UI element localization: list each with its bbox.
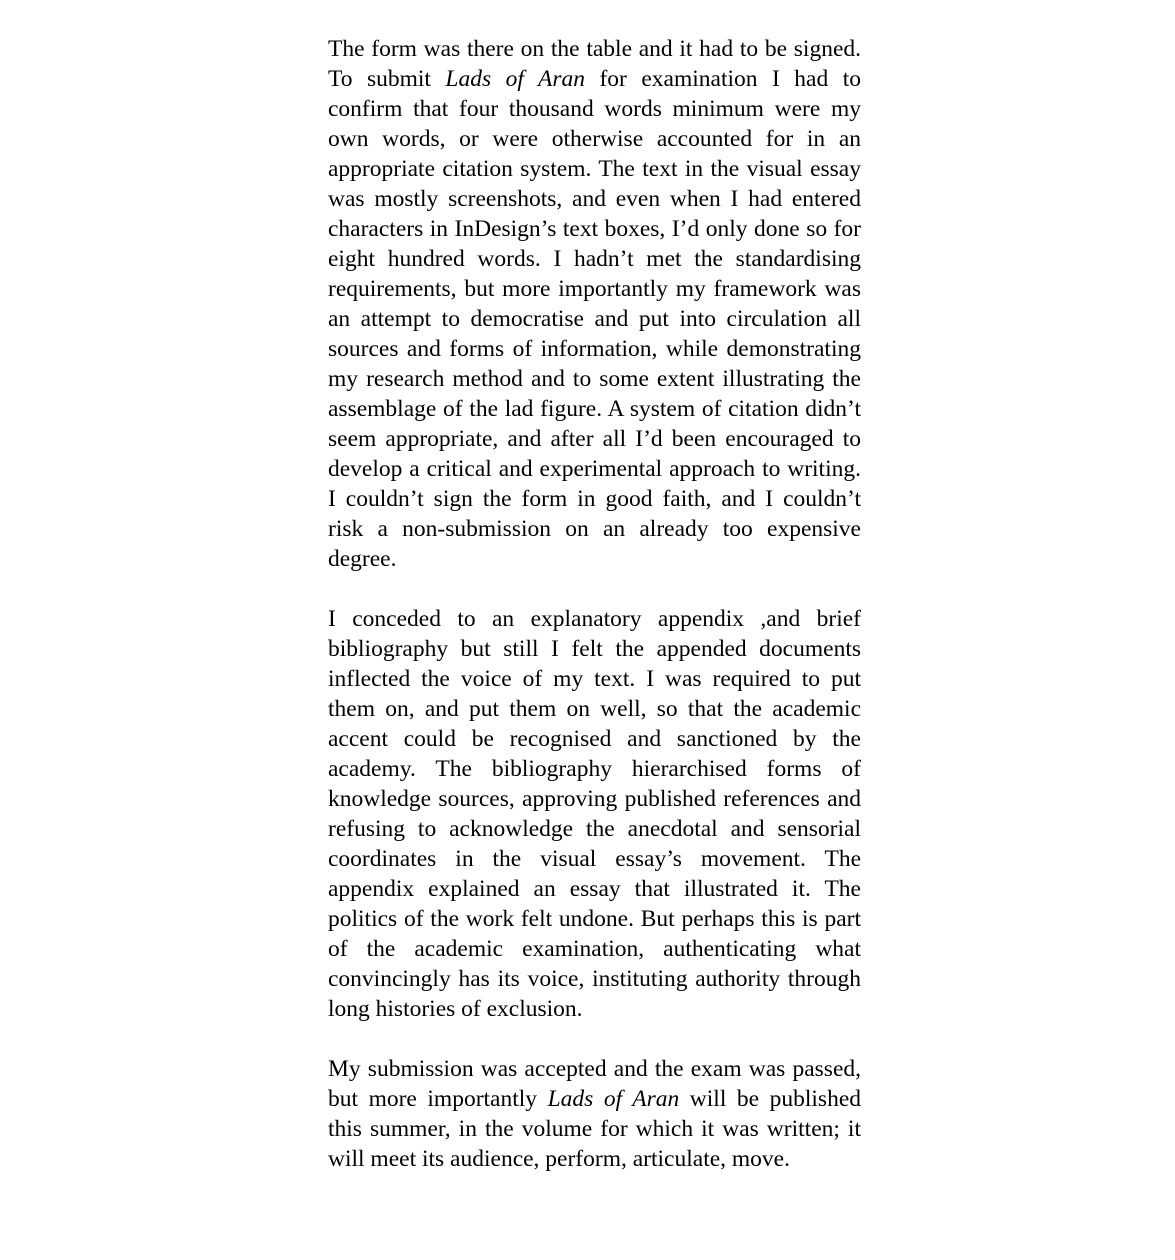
paragraph-text: The form was there on the table and it had to be signed. To submit (328, 36, 861, 92)
paragraph-appendix (328, 604, 861, 1024)
document-page (328, 34, 861, 1174)
work-title: Lads of Aran (445, 66, 585, 92)
paragraph-text: I conceded to an explanatory appendix ,and brief bibliography but still I felt the appended documents inflected the voice of my text. I was required to put them on, and put them on well, so that the academic accent could be recognised and sanctioned by the academy. The bibliography hierarchised forms of knowledge sources, approving published references and refusing to acknowledge the anecdotal and sensorial coordinates in the visual essay’s movement. The appendix explained an essay that illustrated it. The politics of the work felt undone. But perhaps this is part of the academic examination, authenticating what convincingly has its voice, instituting authority through long histories of exclusion. (328, 606, 861, 1022)
work-title: Lads of Aran (547, 1086, 680, 1112)
paragraph-submission-accepted (328, 1054, 861, 1174)
paragraph-text: My submission was accepted and the exam was passed, but more importantly (328, 1056, 861, 1112)
paragraph-form-signing (328, 34, 861, 574)
paragraph-text: for examination I had to confirm that four thousand words minimum were my own words, or were otherwise accounted for in an appropriate citation system. The text in the visual essay was mostly screenshots, and even when I had entered characters in InDesign’s text boxes, I’d only done so for eight hundred words. I hadn’t met the standardising requirements, but more importantly my framework was an attempt to democratise and put into circulation all sources and forms of information, while demonstrating my research method and to some extent illustrating the assemblage of the lad figure. A system of citation didn’t seem appropriate, and after all I’d been encouraged to develop a critical and experimental approach to writing. I couldn’t sign the form in good faith, and I couldn’t risk a non-submission on an already too expensive degree. (328, 66, 861, 572)
paragraph-text: will be published this summer, in the volume for which it was written; it will meet its audience, perform, articulate, move. (328, 1086, 861, 1172)
